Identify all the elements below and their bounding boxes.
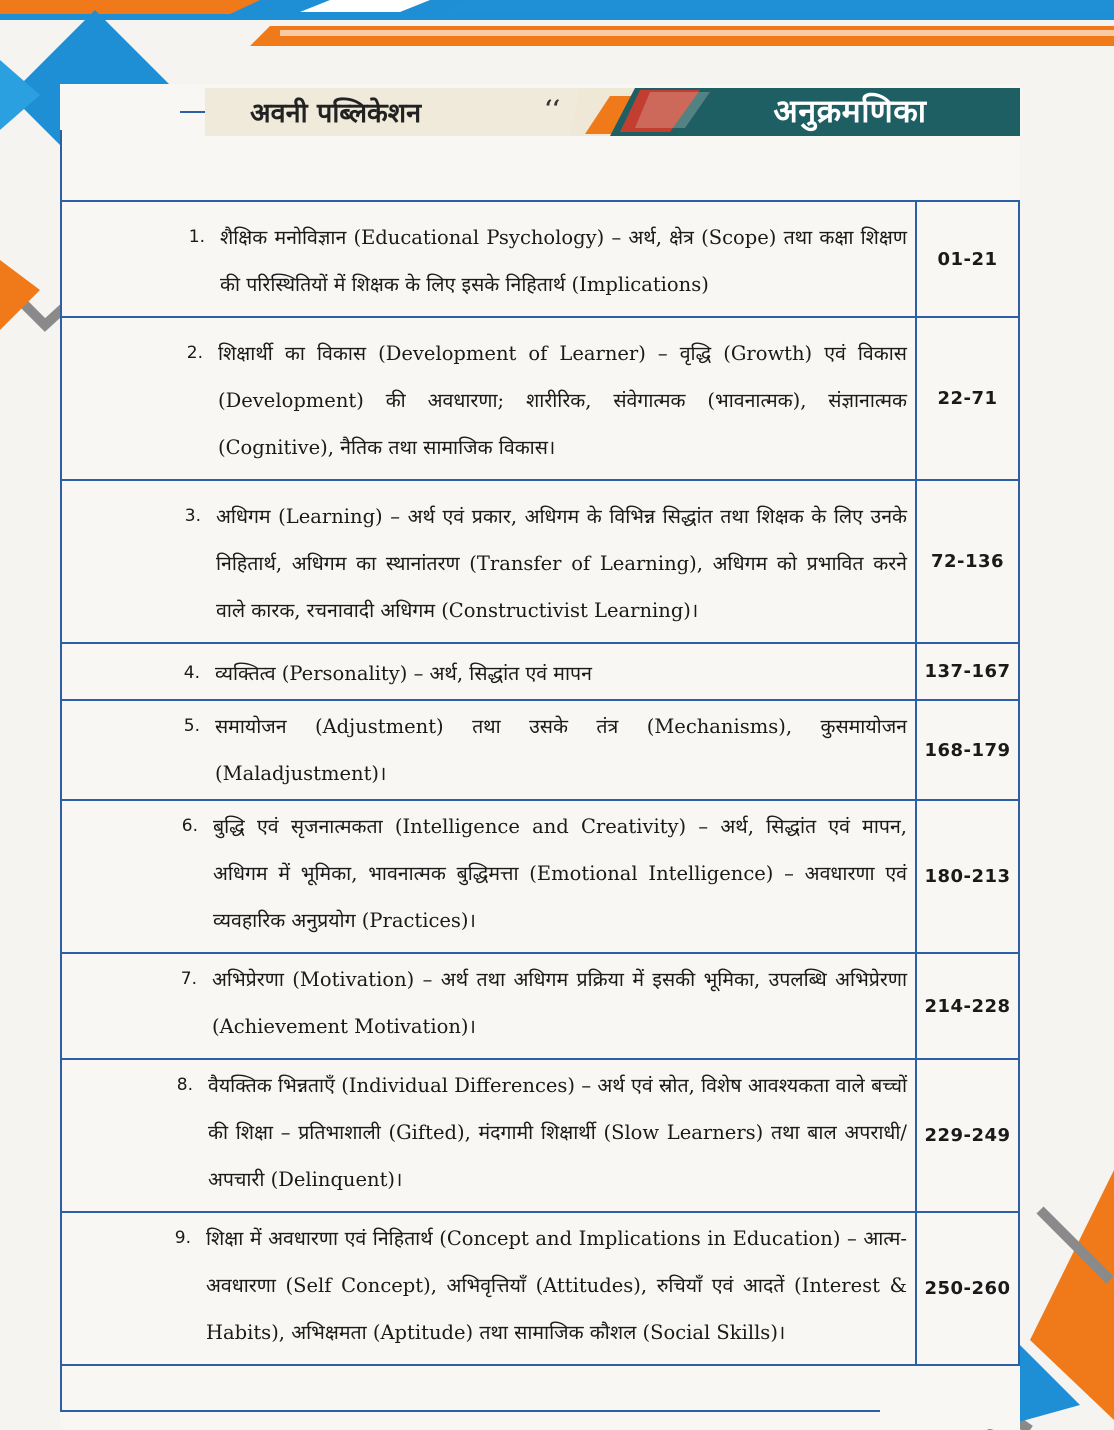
toc-page-range: 22-71 — [915, 318, 1020, 479]
toc-number: 4. — [183, 663, 200, 683]
toc-number: 3. — [184, 506, 201, 526]
toc-page-range: 229-249 — [915, 1060, 1020, 1211]
toc-row — [60, 1213, 1020, 1366]
toc-page-range: 214-228 — [915, 954, 1020, 1058]
toc-entry-text: अधिगम (Learning) – अर्थ एवं प्रकार, अधिगम के विभिन्न सिद्धांत तथा शिक्षक के लिए उनके निहितार्थ, अधिगम का स्थानांतरण (Transfer of Learning), अधिगम को प्रभावित करने वाले कारक, रचनावादी अधिगम (Constructivist Learning)। — [216, 505, 907, 622]
toc-entry-text: बुद्धि एवं सृजनात्मकता (Intelligence and Creativity) – अर्थ, सिद्धांत एवं मापन, अधिगम में भूमिका, भावनात्मक बुद्धिमत्ता (Emotional Intelligence) – अवधारणा एवं व्यवहारिक अनुप्रयोग (Practices)। — [213, 815, 907, 932]
toc-entry-text: समायोजन (Adjustment) तथा उसके तंत्र (Mechanisms), कुसमायोजन (Maladjustment)। — [215, 715, 907, 785]
toc-row — [60, 701, 1020, 801]
toc-number: 7. — [180, 969, 197, 989]
toc-number: 8. — [176, 1075, 193, 1095]
toc-entry-text: वैयक्तिक भिन्नताएँ (Individual Differences) – अर्थ एवं स्रोत, विशेष आवश्यकता वाले बच्चों की शिक्षा – प्रतिभाशाली (Gifted), मंदगामी शिक्षार्थी (Slow Learners) तथा बाल अपराधी/अपचारी (Delinquent)। — [208, 1074, 907, 1191]
toc-row — [60, 318, 1020, 481]
toc-title: अनुक्रमणिका — [773, 92, 927, 130]
quote-mark: ‘‘ — [545, 96, 561, 122]
toc-number: 6. — [181, 816, 198, 836]
toc-number: 5. — [183, 716, 200, 736]
toc-number: 2. — [186, 343, 203, 363]
toc-row — [60, 481, 1020, 644]
toc-table — [60, 200, 1020, 1366]
toc-number: 9. — [174, 1228, 191, 1248]
toc-entry-text: अभिप्रेरणा (Motivation) – अर्थ तथा अधिगम प्रक्रिया में इसकी भूमिका, उपलब्धि अभिप्रेरणा (Achievement Motivation)। — [212, 968, 907, 1038]
toc-row — [60, 954, 1020, 1060]
toc-page-range: 137-167 — [915, 644, 1020, 699]
toc-page-range: 168-179 — [915, 701, 1020, 799]
bottom-border — [60, 1410, 880, 1412]
toc-row — [60, 644, 1020, 701]
toc-entry-text: शिक्षा में अवधारणा एवं निहितार्थ (Concept and Implications in Education) – आत्म-अवधारणा (Self Concept), अभिवृत्तियाँ (Attitudes), रुचियाँ एवं आदतें (Interest & Habits), अभिक्षमता (Aptitude) तथा सामाजिक कौशल (Social Skills)। — [206, 1227, 907, 1344]
toc-page-range: 01-21 — [915, 202, 1020, 316]
toc-entry-text: व्यक्तित्व (Personality) – अर्थ, सिद्धांत एवं मापन — [215, 662, 592, 685]
toc-entry-text: शिक्षार्थी का विकास (Development of Learner) – वृद्धि (Growth) एवं विकास (Development) की अवधारणा; शारीरिक, संवेगात्मक (भावनात्मक), संज्ञानात्मक (Cognitive), नैतिक तथा सामाजिक विकास। — [218, 342, 907, 459]
toc-row — [60, 1060, 1020, 1213]
publisher-name: अवनी पब्लिकेशन — [250, 98, 422, 129]
toc-page-range: 250-260 — [915, 1213, 1020, 1364]
toc-page-range: 72-136 — [915, 481, 1020, 642]
toc-number: 1. — [188, 227, 205, 247]
toc-page-range: 180-213 — [915, 801, 1020, 952]
toc-entry-text: शैक्षिक मनोविज्ञान (Educational Psychology) – अर्थ, क्षेत्र (Scope) तथा कक्षा शिक्षण की परिस्थितियों में शिक्षक के लिए इसके निहितार्थ (Implications) — [220, 226, 907, 296]
toc-row — [60, 202, 1020, 318]
toc-row — [60, 801, 1020, 954]
